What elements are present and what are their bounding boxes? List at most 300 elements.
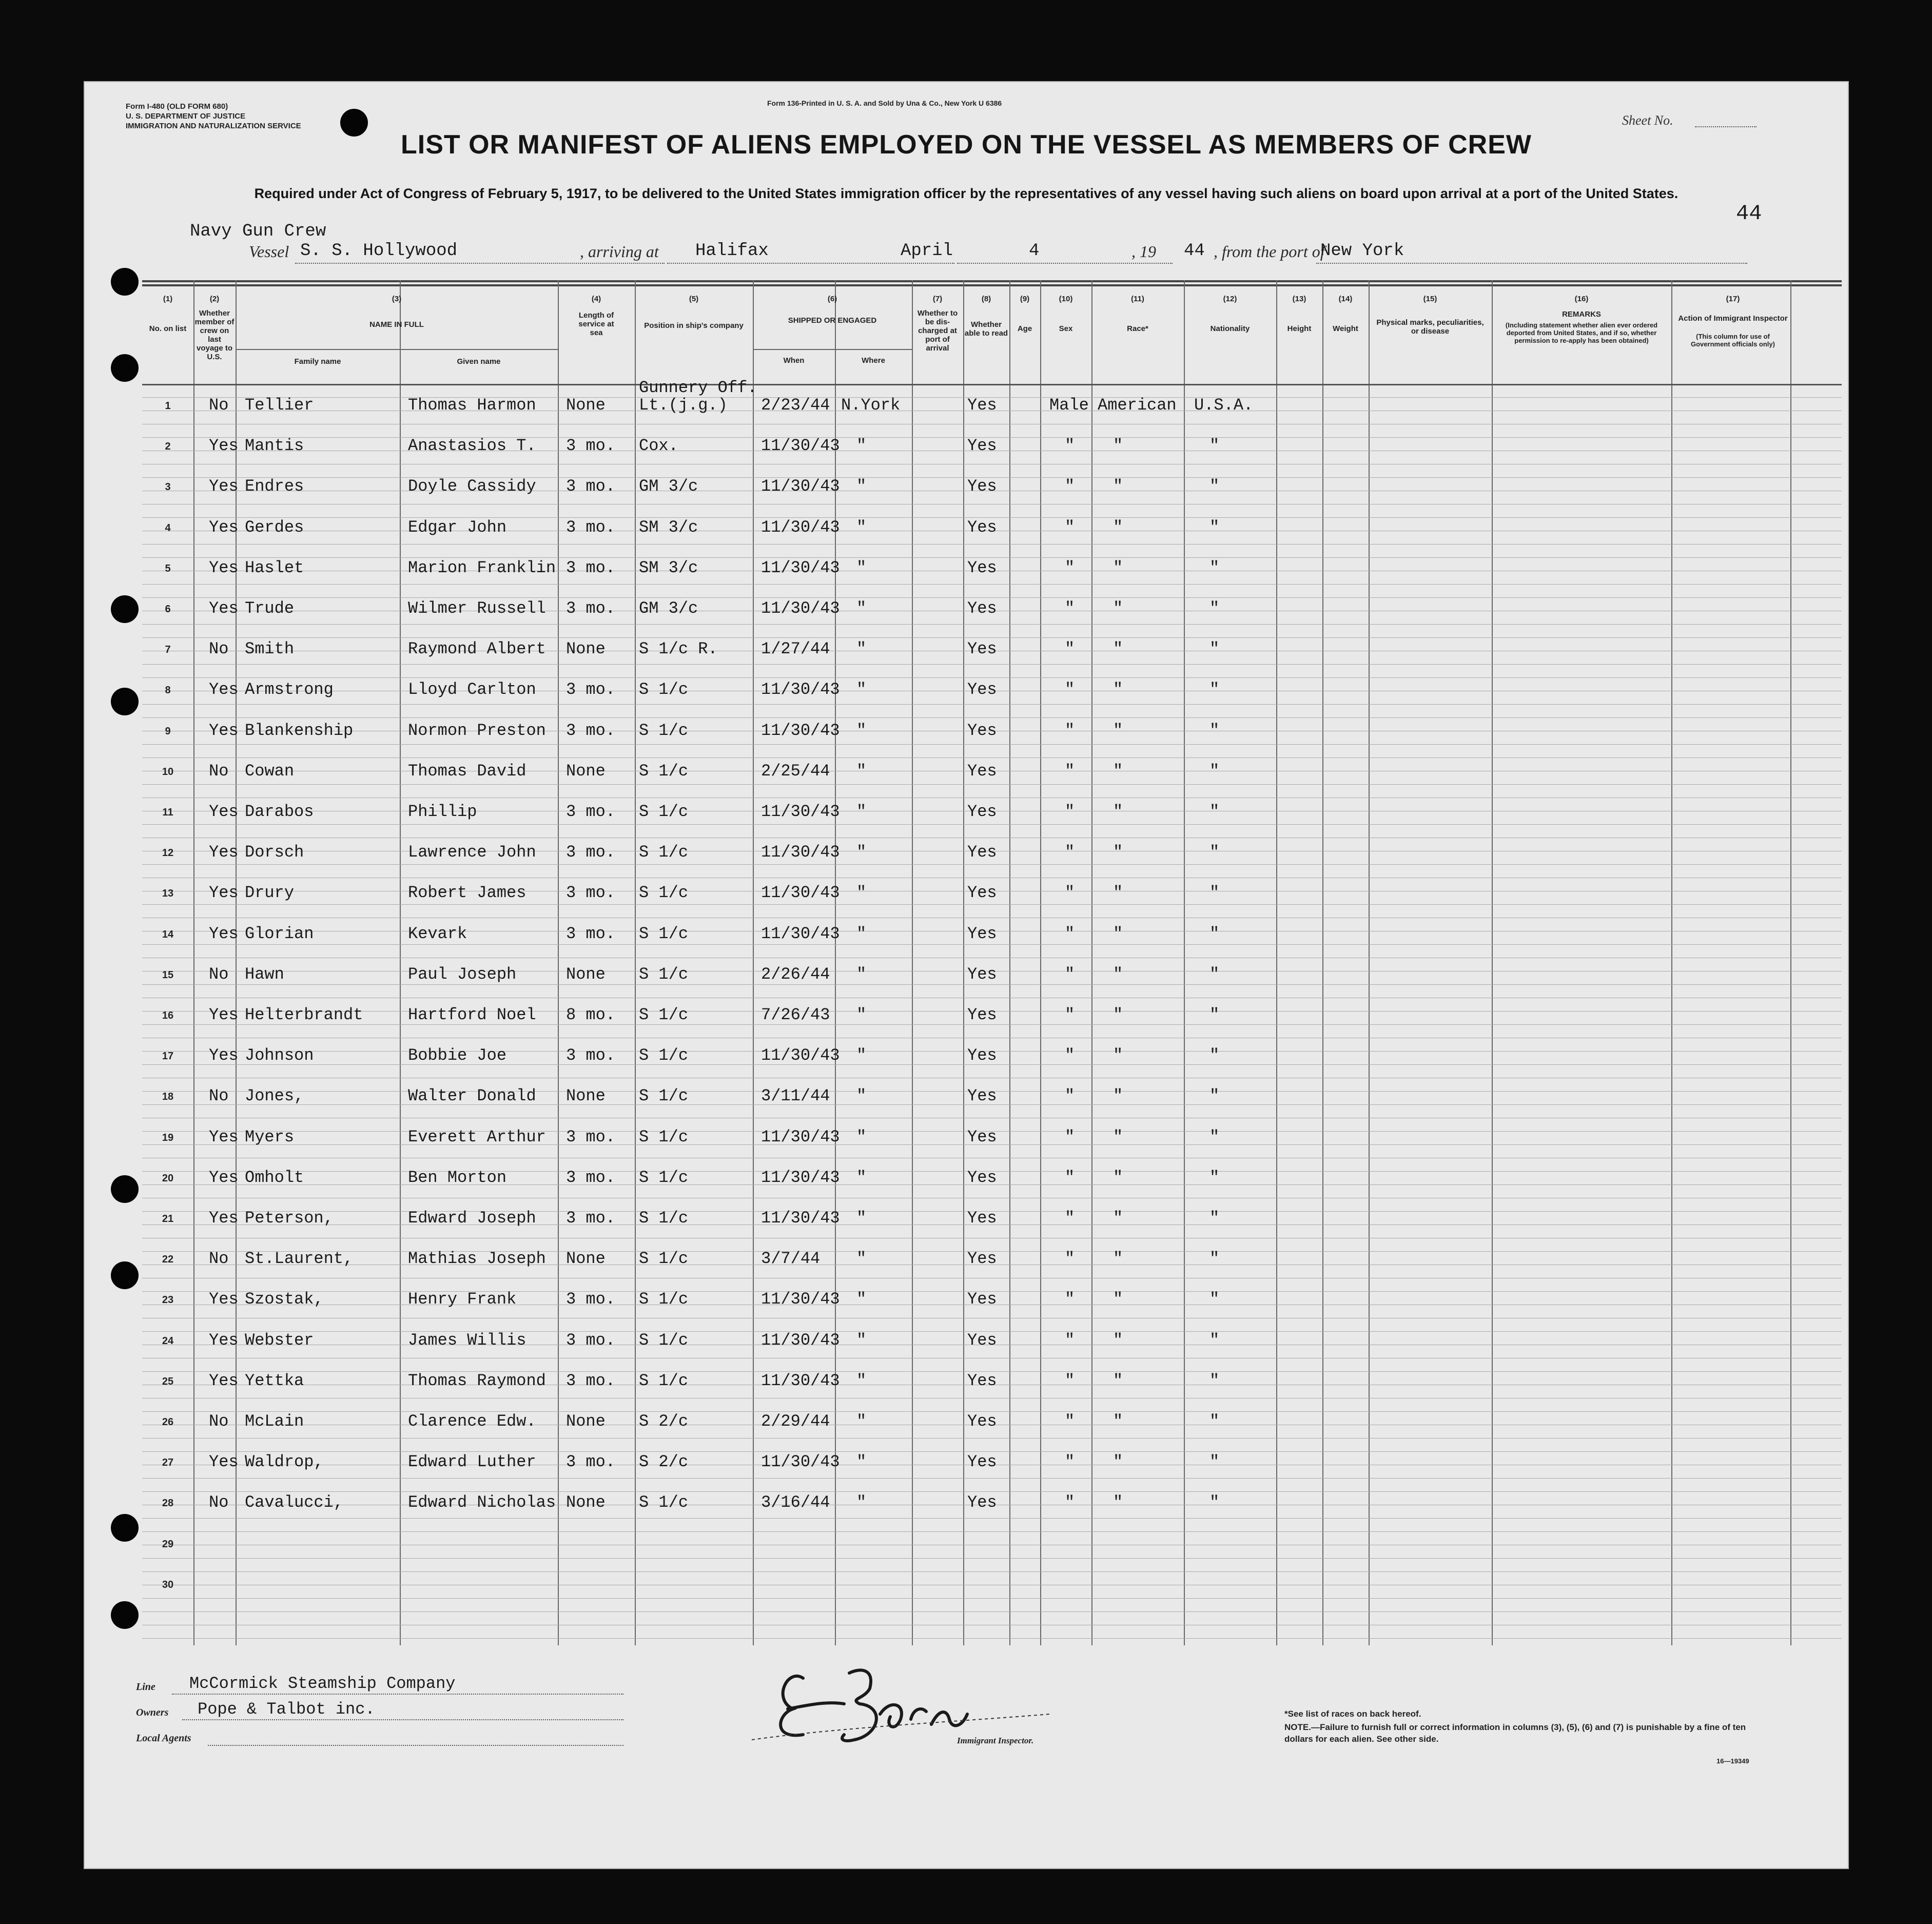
cell-sex: " [1065,517,1075,537]
cell-position: GM 3/c [639,477,698,496]
cell-given: Lloyd Carlton [408,680,536,699]
row-number: 13 [162,888,174,900]
cell-length: 3 mo. [566,680,616,699]
cell-position: SM 3/c [639,517,698,537]
row-number: 23 [162,1294,174,1306]
cell-read: Yes [967,883,997,903]
header-length-service: Length of service at sea [578,311,614,337]
cell-prev: Yes [209,477,239,496]
header-race: Race* [1127,324,1148,333]
cell-given: Thomas Harmon [408,396,536,415]
cell-where: " [856,802,867,821]
cell-family: Hawn [245,964,284,984]
cell-position: S 1/c [639,1127,689,1146]
header-read: Whether able to read [964,320,1008,338]
form-id-line: U. S. DEPARTMENT OF JUSTICE [126,112,246,121]
cell-where: " [856,1086,867,1106]
cell-when: 11/30/43 [761,1452,840,1472]
page-title: LIST OR MANIFEST OF ALIENS EMPLOYED ON THE VESSEL AS MEMBERS OF CREW [401,130,1532,160]
cell-length: 8 mo. [566,1005,616,1024]
cell-nat: " [1209,721,1220,740]
row-number: 19 [162,1132,174,1143]
ruling-line [142,784,1842,785]
cell-read: Yes [967,1493,997,1512]
column-divider [912,280,913,1645]
cell-length: None [566,639,606,659]
cell-prev: No [209,1086,229,1106]
cell-read: Yes [967,1290,997,1309]
cell-position: S 1/c [639,843,689,862]
cell-when: 11/30/43 [761,924,840,943]
col-number: (5) [689,295,699,303]
cell-nat: " [1209,964,1220,984]
cell-sex: " [1065,680,1075,699]
cell-length: 3 mo. [566,517,616,537]
cell-sex: " [1065,1127,1075,1146]
cell-when: 11/30/43 [761,1371,840,1390]
cell-sex: " [1065,1086,1075,1106]
column-divider [1184,280,1185,1645]
cell-length: 3 mo. [566,1371,616,1390]
header-action-note: (This column for use of Government officials only) [1691,333,1775,348]
cell-family: Waldrop, [245,1452,324,1472]
cell-where: " [856,1330,867,1350]
cell-nat: " [1209,1209,1220,1228]
cell-prev: Yes [209,558,239,577]
cell-race: American [1098,396,1177,415]
ruling-line [142,824,1842,825]
punch-hole [111,688,139,715]
cell-nat: " [1209,1086,1220,1106]
cell-family: Drury [245,883,295,903]
cell-position: S 1/c [639,761,689,781]
cell-nat: " [1209,680,1220,699]
ruling-line [142,597,1842,598]
cell-length: 3 mo. [566,721,616,740]
cell-where: " [856,1249,867,1269]
form-id-line: IMMIGRATION AND NATURALIZATION SERVICE [126,122,301,130]
cell-nat: " [1209,436,1220,456]
year-prefix: , 19 [1131,242,1156,261]
cell-position: S 1/c [639,1168,689,1187]
cell-race: " [1113,802,1123,821]
cell-length: 3 mo. [566,843,616,862]
punch-hole [111,1175,139,1203]
cell-length: 3 mo. [566,802,616,821]
cell-nat: " [1209,1290,1220,1309]
cell-race: " [1113,1452,1123,1472]
cell-prev: Yes [209,680,239,699]
cell-prev: No [209,1412,229,1431]
arrival-year: 44 [1184,241,1205,261]
cell-read: Yes [967,924,997,943]
cell-position: GM 3/c [639,599,698,618]
row-number: 20 [162,1172,174,1184]
cell-when: 3/16/44 [761,1493,830,1512]
cell-where: " [856,1452,867,1472]
line-value: McCormick Steamship Company [189,1674,456,1693]
column-divider [558,280,559,1645]
column-divider [400,280,401,1645]
row-number: 29 [162,1538,174,1550]
cell-where: " [856,1127,867,1146]
cell-where: " [856,1290,867,1309]
cell-prev: Yes [209,721,239,740]
cell-when: 2/23/44 [761,396,830,415]
cell-read: Yes [967,1249,997,1269]
ruling-line [142,677,1842,678]
cell-nat: " [1209,517,1220,537]
cell-race: " [1113,1209,1123,1228]
punch-hole [111,268,139,296]
cell-when: 11/30/43 [761,517,840,537]
cell-family: Haslet [245,558,304,577]
cell-sex: " [1065,721,1075,740]
cell-position: S 1/c [639,1249,689,1269]
header-shipped: SHIPPED OR ENGAGED [788,316,877,325]
cell-nat: " [1209,1249,1220,1269]
cell-family: Omholt [245,1168,304,1187]
cell-prev: No [209,396,229,415]
ruling-line [142,1451,1842,1452]
col-number: (14) [1338,295,1353,303]
cell-race: " [1113,1005,1123,1024]
cell-position: S 1/c [639,883,689,903]
cell-nat: " [1209,802,1220,821]
cell-position: S 1/c [639,802,689,821]
cell-position: Cox. [639,436,678,456]
header-height: Height [1287,324,1312,333]
cell-given: Clarence Edw. [408,1412,536,1431]
cell-read: Yes [967,1209,997,1228]
column-divider [1276,280,1277,1645]
cell-given: Edgar John [408,517,507,537]
punch-hole [111,1601,139,1629]
row-number: 3 [165,481,171,493]
cell-nat: " [1209,1330,1220,1350]
crew-note: Navy Gun Crew [190,222,326,241]
cell-given: Anastasios T. [408,436,536,456]
row-number: 4 [165,522,171,534]
form-code: 16—19349 [1716,1757,1749,1765]
cell-read: Yes [967,1452,997,1472]
cell-position: S 1/c [639,1493,689,1512]
sheet-number-label: Sheet No. [1622,113,1673,128]
header-nationality: Nationality [1210,324,1250,333]
cell-sex: " [1065,883,1075,903]
cell-prev: Yes [209,436,239,456]
cell-where: " [856,883,867,903]
cell-length: 3 mo. [566,599,616,618]
header-divider [753,349,912,350]
ruling-line [142,637,1842,638]
cell-read: Yes [967,639,997,659]
cell-family: Jones, [245,1086,304,1106]
cell-position: S 1/c [639,1371,689,1390]
ruling-line [142,757,1842,758]
ruling-line [142,1491,1842,1492]
cell-length: None [566,1493,606,1512]
cell-where: " [856,1005,867,1024]
col-number: (11) [1131,295,1144,303]
cell-length: 3 mo. [566,1452,616,1472]
cell-prev: Yes [209,1452,239,1472]
cell-position: S 1/c [639,964,689,984]
cell-sex: " [1065,1371,1075,1390]
column-divider [1040,280,1041,1645]
sheet-number-line [1695,126,1757,127]
cell-given: Walter Donald [408,1086,536,1106]
ruling-line [142,704,1842,705]
cell-nat: " [1209,639,1220,659]
cell-when: 11/30/43 [761,1127,840,1146]
cell-position: S 2/c [639,1412,689,1431]
cell-family: Johnson [245,1046,314,1065]
cell-given: Normon Preston [408,721,546,740]
cell-prev: Yes [209,599,239,618]
ruling-line [142,984,1842,985]
arrival-day: 4 [1029,241,1040,261]
cell-prev: Yes [209,1371,239,1390]
cell-read: Yes [967,843,997,862]
cell-given: Lawrence John [408,843,536,862]
cell-race: " [1113,843,1123,862]
cell-read: Yes [967,964,997,984]
row-number: 21 [162,1213,174,1225]
ruling-line [142,1024,1842,1025]
ruling-line [142,1611,1842,1612]
col-number: (12) [1223,295,1237,303]
cell-read: Yes [967,558,997,577]
cell-given: Edward Joseph [408,1209,536,1228]
cell-given: James Willis [408,1330,526,1350]
cell-position: S 1/c [639,1005,689,1024]
cell-where: " [856,639,867,659]
column-divider [193,280,194,1645]
cell-prev: No [209,964,229,984]
cell-given: Hartford Noel [408,1005,536,1024]
cell-nat: " [1209,477,1220,496]
cell-position: S 1/c [639,1290,689,1309]
cell-when: 11/30/43 [761,1046,840,1065]
penalty-note: NOTE.—Failure to furnish full or correct information in columns (3), (5), (6) and (7) is punishable by a fine of ten dollars for each alien. See other side. [1284,1722,1746,1744]
header-given-name: Given name [457,357,501,366]
cell-when: 11/30/43 [761,1330,840,1350]
cell-family: Yettka [245,1371,304,1390]
cell-where: " [856,1209,867,1228]
cell-where: N.York [841,396,901,415]
punch-hole [111,1261,139,1289]
column-divider [1492,280,1493,1645]
cell-given: Ben Morton [408,1168,507,1187]
header-age: Age [1017,324,1032,333]
cell-read: Yes [967,680,997,699]
cell-when: 7/26/43 [761,1005,830,1024]
ruling-line [142,1571,1842,1572]
cell-given: Thomas David [408,761,526,781]
row-number: 6 [165,604,171,615]
ruling-line [142,544,1842,545]
page-subtitle: Required under Act of Congress of February 5, 1917, to be delivered to the United States immigration officer by the representatives of any vessel having such aliens on board upon arrival at a port of the United States. [254,186,1679,201]
cell-position: Gunnery Off. [639,378,757,397]
column-divider [635,280,636,1645]
cell-where: " [856,436,867,456]
header-action: Action of Immigrant Inspector [1678,314,1788,323]
header-member-before: Whether member of crew on last voyage to U.S. [194,309,235,361]
row-number: 5 [165,562,171,574]
cell-nat: " [1209,1127,1220,1146]
col-number: (7) [932,295,943,303]
row-number: 22 [162,1254,174,1266]
header-sex: Sex [1059,324,1073,333]
ruling-line [142,744,1842,745]
cell-nat: " [1209,883,1220,903]
cell-nat: " [1209,924,1220,943]
col-number: (13) [1292,295,1306,303]
cell-prev: Yes [209,883,239,903]
cell-position: S 1/c [639,1046,689,1065]
cell-where: " [856,843,867,862]
cell-read: Yes [967,1168,997,1187]
cell-when: 11/30/43 [761,1168,840,1187]
ruling-line [142,1531,1842,1532]
local-agents-label: Local Agents [136,1733,191,1744]
cell-sex: " [1065,558,1075,577]
cell-race: " [1113,1290,1123,1309]
cell-when: 11/30/43 [761,558,840,577]
cell-where: " [856,599,867,618]
cell-sex: " [1065,924,1075,943]
cell-where: " [856,761,867,781]
cell-given: Bobbie Joe [408,1046,507,1065]
column-divider [1091,280,1092,1645]
punch-hole [111,1514,139,1542]
row-number: 8 [165,685,171,696]
row-number: 24 [162,1335,174,1347]
cell-family: Peterson, [245,1209,334,1228]
from-port-label: , from the port of [1214,242,1325,261]
col-number: (17) [1726,295,1740,303]
row-number: 2 [165,441,171,453]
row-number: 14 [162,928,174,940]
cell-prev: No [209,761,229,781]
cell-prev: Yes [209,1330,239,1350]
row-number: 27 [162,1457,174,1469]
ruling-line [142,717,1842,718]
cell-nat: " [1209,599,1220,618]
column-divider [1790,280,1791,1645]
cell-family: Helterbrandt [245,1005,363,1024]
cell-position: S 1/c R. [639,639,718,659]
cell-position: S 1/c [639,1330,689,1350]
cell-family: Tellier [245,396,314,415]
cell-prev: No [209,639,229,659]
cell-given: Paul Joseph [408,964,517,984]
row-number: 7 [165,644,171,656]
cell-family: Mantis [245,436,304,456]
form-id-line: Form I-480 (OLD FORM 680) [126,102,228,111]
punch-hole [111,354,139,382]
header-discharged: Whether to be dis-charged at port of arrival [917,309,958,353]
cell-race: " [1113,680,1123,699]
cell-length: None [566,1412,606,1431]
cell-prev: Yes [209,1005,239,1024]
cell-when: 11/30/43 [761,680,840,699]
cell-given: Mathias Joseph [408,1249,546,1269]
row-number: 30 [162,1579,174,1590]
header-position: Position in ship's company [644,321,744,330]
cell-nat: " [1209,843,1220,862]
cell-nat: " [1209,1452,1220,1472]
cell-length: 3 mo. [566,477,616,496]
cell-position: S 1/c [639,680,689,699]
cell-given: Thomas Raymond [408,1371,546,1390]
ruling-line [142,1518,1842,1519]
cell-family: Szostak, [245,1290,324,1309]
cell-race: " [1113,1493,1123,1512]
owners-label: Owners [136,1707,169,1718]
cell-read: Yes [967,477,997,496]
cell-prev: Yes [209,1168,239,1187]
col-number: (15) [1423,295,1437,303]
cell-sex: Male [1049,396,1089,415]
cell-family: Darabos [245,802,314,821]
cell-race: " [1113,1046,1123,1065]
cell-read: Yes [967,1005,997,1024]
cell-when: 1/27/44 [761,639,830,659]
header-remarks-note: (Including statement whether alien ever ordered deported from United States, and if so, whether permission to re-apply has been obtained) [1505,321,1658,344]
cell-family: Cavalucci, [245,1493,344,1512]
cell-where: " [856,1046,867,1065]
cell-nat: " [1209,1005,1220,1024]
cell-race: " [1113,721,1123,740]
cell-position: S 1/c [639,924,689,943]
cell-sex: " [1065,599,1075,618]
ruling-line [142,557,1842,558]
ruling-line [142,864,1842,865]
cell-family: Blankenship [245,721,354,740]
row-number: 15 [162,969,174,981]
cell-when: 11/30/43 [761,1290,840,1309]
ruling-line [142,664,1842,665]
line-label: Line [136,1681,155,1693]
col-number: (6) [827,295,837,303]
cell-sex: " [1065,1005,1075,1024]
cell-given: Marion Franklin [408,558,556,577]
cell-race: " [1113,558,1123,577]
cell-when: 11/30/43 [761,802,840,821]
column-divider [1671,280,1672,1645]
cell-prev: Yes [209,843,239,862]
from-port: New York [1320,241,1404,261]
cell-prev: Yes [209,1209,239,1228]
row-number: 11 [162,807,173,818]
cell-position: S 1/c [639,1086,689,1106]
cell-when: 11/30/43 [761,883,840,903]
header-name-in-full: NAME IN FULL [369,320,424,329]
cell-when: 2/26/44 [761,964,830,984]
header-remarks: REMARKS [1562,310,1601,319]
printer-line: Form 136-Printed in U. S. A. and Sold by Una & Co., New York U 6386 [767,99,1002,107]
cell-given: Doyle Cassidy [408,477,536,496]
cell-sex: " [1065,1452,1075,1472]
cell-family: McLain [245,1412,304,1431]
header-family-name: Family name [294,357,341,366]
cell-race: " [1113,1127,1123,1146]
header-when: When [783,356,805,365]
cell-family: St.Laurent, [245,1249,354,1269]
cell-given: Phillip [408,802,477,821]
